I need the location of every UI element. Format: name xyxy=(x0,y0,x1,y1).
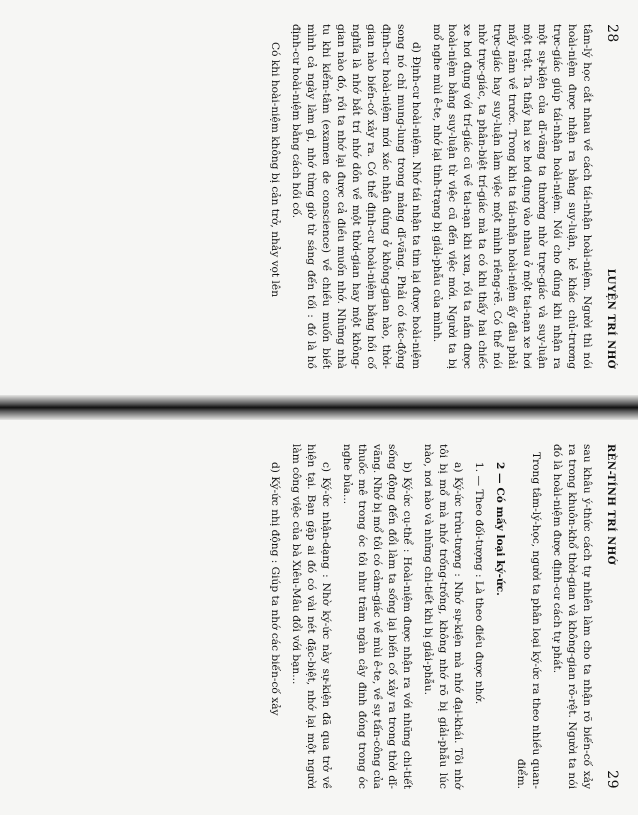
paragraph: c) Ký-ức nhận-dạng : Nhờ ký-ức này sự-kiện đã qua trở về hiện tại. Bạn gặp ai đó có vài nét đặc-biệt, nhớ lại một người làm công việc của bà Xiêu-Mâu đổi với bạn... xyxy=(290,444,332,789)
paragraph: tâm-lý học cắt nhau về cách tái-nhận hoài-niệm. Người thì nói hoài-niệm được nhận ra bằng suy-luận, kẻ khác chủ-trương trực-giác giúp tái-nhận hoài-niệm. Nói cho đúng khi nhận ra một sự-kiện của dĩ-vãng ta thường nhờ trực-giác và suy-luận một trật. Ta thấy hai xe hơi đụng vào nhau ở một tai-nạn xe hơi mấy năm về trước. Trong khi ta tái-nhận hoài-niệm ấy đâu phải trực-giác hay suy-luận làm việc một mình riêng-rẽ. Có thể nói nhờ trực-giác, ta phân-biệt trí-giác mà ta có khi thấy hai chiếc xe hơi đụng với trí-giác cũ về tai-nạn khi xưa, rồi ta nắm được hoài-niệm bằng suy-luận từ việc cũ đến việc mới. Người ta bị mổ nghe mùi ê-te, nhớ lại tình-trạng bị giải-phẫu của mình. xyxy=(431,24,593,369)
paragraph: Trong tâm-lý-học, người ta phân loại ký-ức ra theo nhiều quan-điểm. xyxy=(515,452,542,789)
left-running-head: LUYỆN TRÍ NHỚ xyxy=(605,268,616,369)
right-page xyxy=(0,420,638,815)
left-page-number: 28 xyxy=(604,24,620,43)
right-running-head: RÈN-TÍNH TRÍ NHỚ xyxy=(605,444,616,565)
book-spine xyxy=(0,395,638,420)
paragraph: sau khâu ý-thức cách tự nhiên làm cho ta nhận rõ biến-cố xảy ra trong khuôn-khổ thời-gian và không-gian rõ-rệt. Người ta nói đó là hoài-niệm được định-cư cách tự phát. xyxy=(551,444,593,789)
right-page-header xyxy=(604,444,620,789)
left-page-body xyxy=(267,24,594,369)
paragraph: Có khi hoài-niệm không bị cản trở, nhảy vọt lên xyxy=(269,42,281,298)
paragraph: b) Ký-ức cụ-thể : Hoài-niệm được nhận ra với những chi-tiết sống động đến đổi làm ta sống lại biến cố xảy ra trong thời dĩ-vãng. Nhớ bị mổ tôi có cảm-giác về mùi ê-te, về sự tấn-công của thuốc mê trong óc tôi như trăm ngàn cây đinh đóng trong óc nghe bủa... xyxy=(341,444,413,789)
paragraph: d) Ký-ức nhị động : Giúp ta nhớ các biến-cố xảy xyxy=(269,462,281,716)
paragraph: a) Ký-ức trừu-tượng : Nhớ sự-kiện mà nhớ đại-khái. Tôi nhớ tôi bị mổ mà nhớ trống-trống, không nhớ rõ bị giải-phẫu lúc nào, nơi nào và những chi-tiết khi bị giải-phẫu. xyxy=(422,444,464,789)
left-page xyxy=(0,0,638,395)
paragraph: 1. — Theo đối-tượng : Là theo điều được nhớ. xyxy=(473,462,485,705)
section-heading: 2 — Có mấy loại ký-ức. xyxy=(494,462,506,596)
right-page-body xyxy=(267,444,594,789)
left-page-header xyxy=(604,24,620,369)
paragraph: d) Định-cư hoài-niệm. Nhớ tái nhận ta tìm lại được hoài-niệm song nó chỉ mung-lung trong mảng dĩ-vãng. Phải có tác-động định-cư hoài-niệm mới xác nhận đúng ở không-gian nào, thời-gian nào biến-cố xảy ra. Có thể định-cư hoài-niệm bằng hồi cố nghĩa là nhớ bắt trí nhớ dồn về một thời-gian hay một không-gian nào đó, rồi ta nhớ lại được cả điều muốn nhớ. Những nhà tu khi kiểm-tâm (examen de conscience) về chiều muốn biết mình cả ngày làm gì, nhớ từng giờ từ sáng đến tối : đó là hồ định-cư hoài-niệm bằng cách hồi cố. xyxy=(290,24,422,369)
right-page-number: 29 xyxy=(604,770,620,789)
